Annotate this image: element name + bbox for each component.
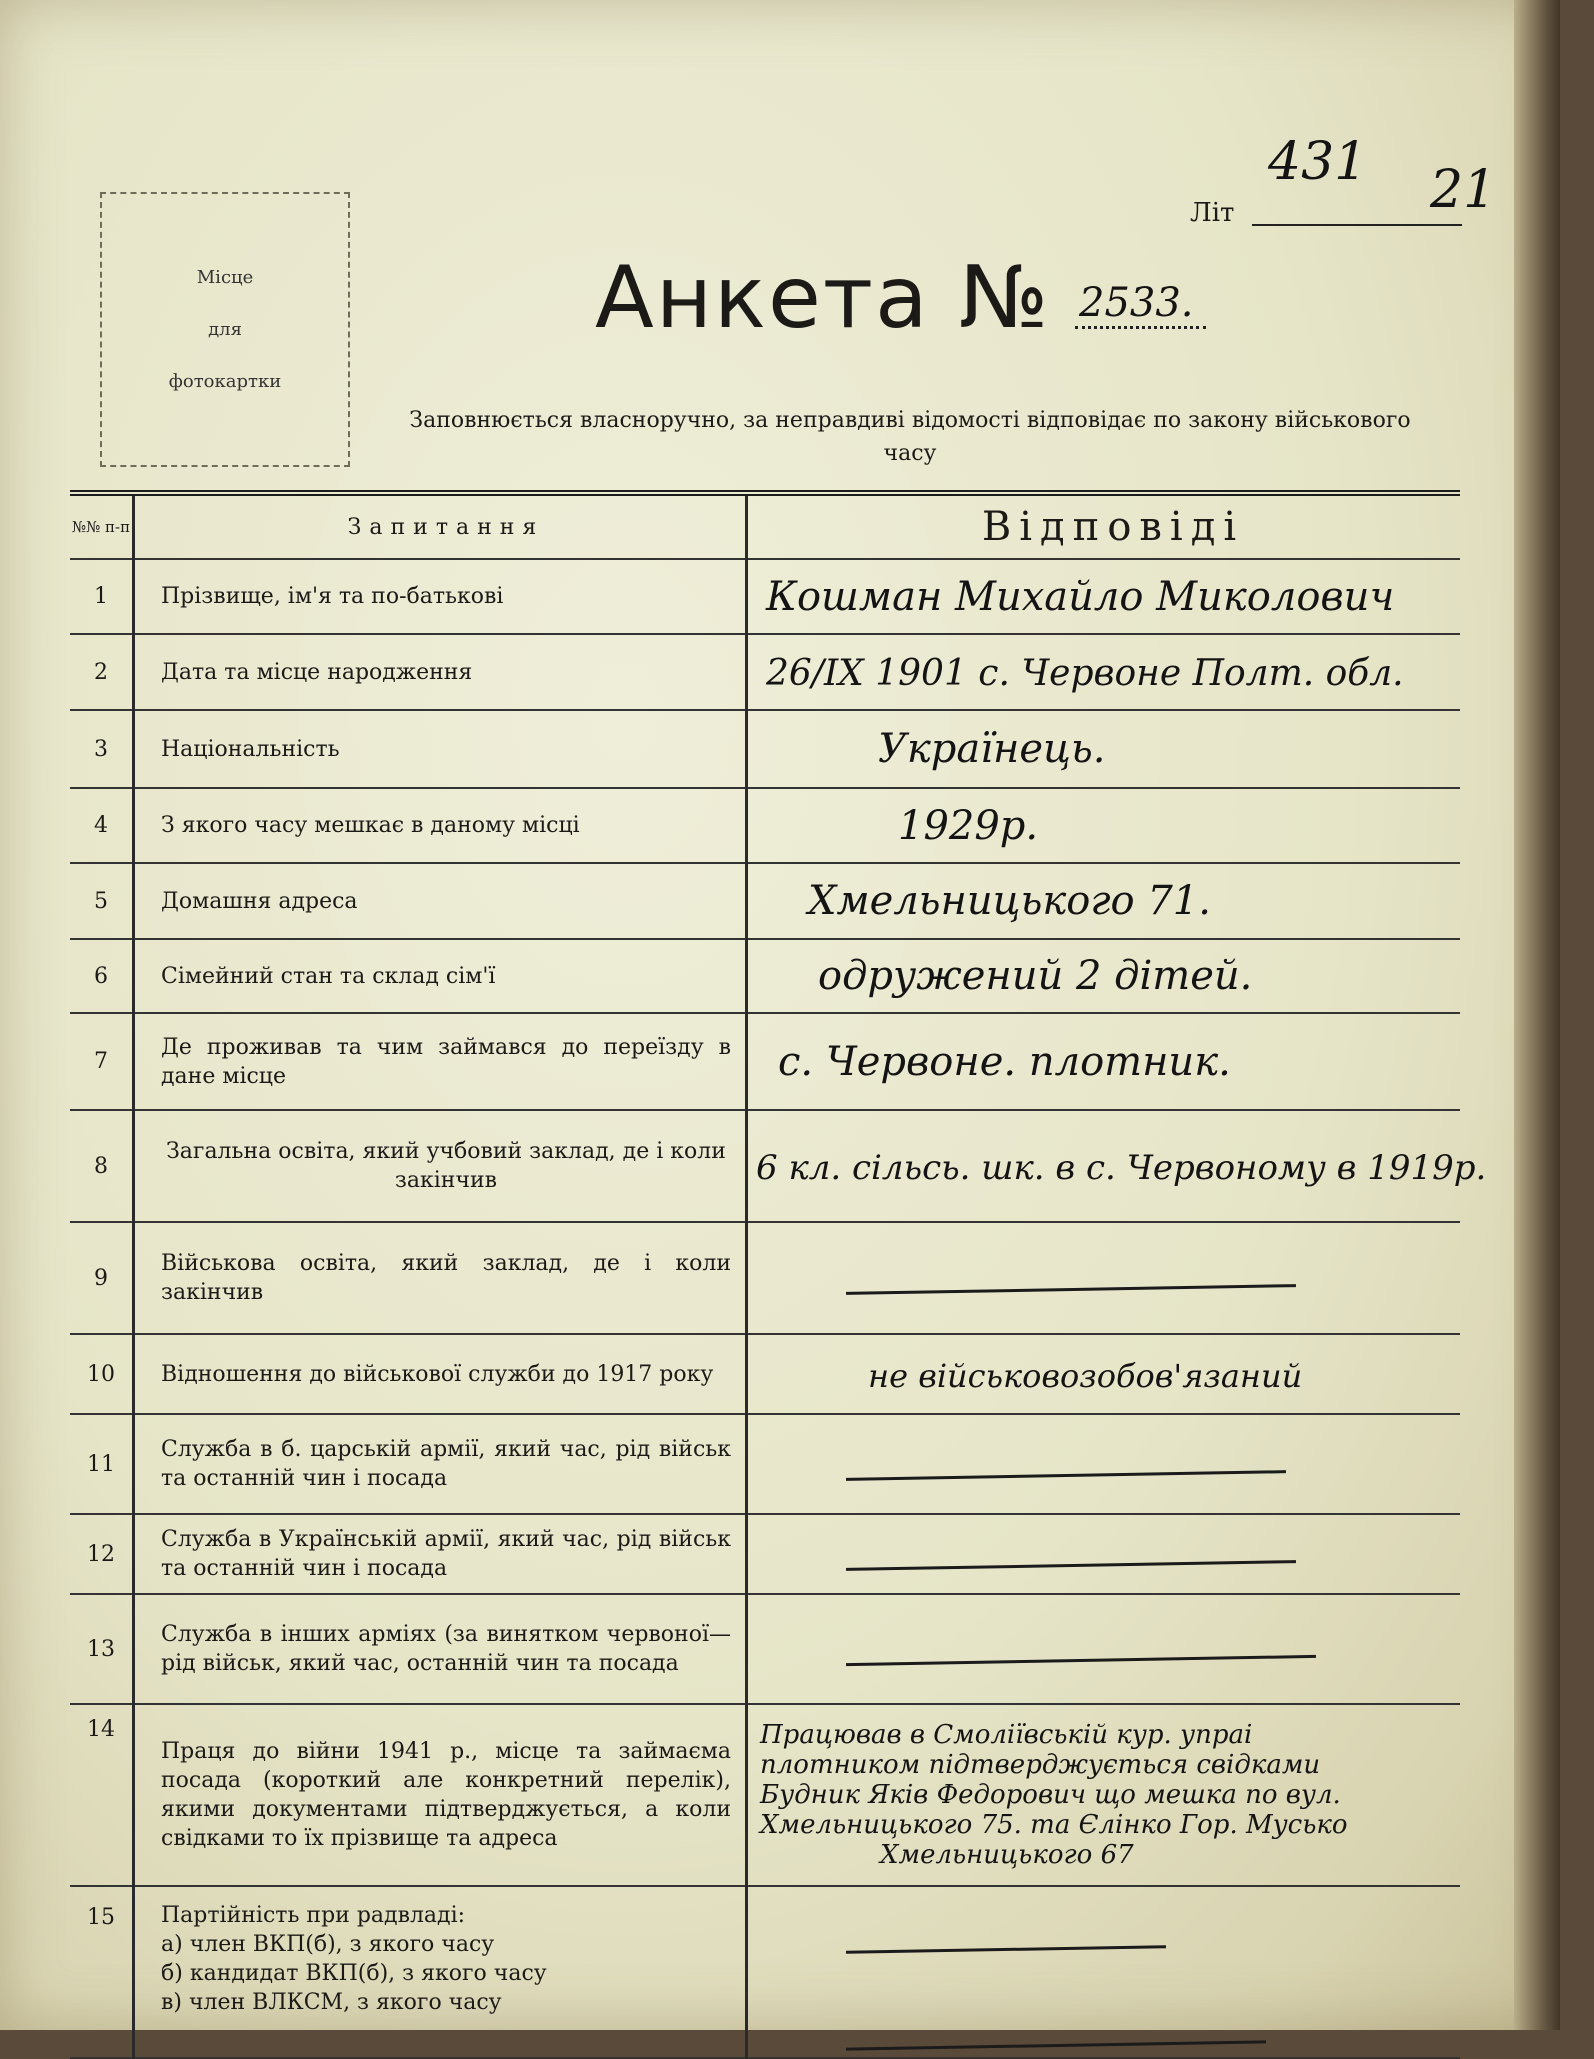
row-answer-dash xyxy=(846,1560,1296,1571)
q15-line2: а) член ВКП(б), з якого часу xyxy=(161,1932,495,1957)
row-num: 11 xyxy=(70,1414,134,1514)
table-row xyxy=(70,634,1460,710)
row-question: Служба в інших арміях (за винятком червоної—рід військ, який час, останній чин та посада xyxy=(134,1594,747,1704)
row-num: 9 xyxy=(70,1222,134,1334)
row-question: Домашня адреса xyxy=(134,863,747,939)
table-row xyxy=(70,1886,1460,2058)
form-number: 2533. xyxy=(1075,280,1206,329)
table-row xyxy=(70,1414,1460,1514)
photo-label-line1: Місце xyxy=(196,266,254,288)
row-answer-dash xyxy=(846,1284,1296,1295)
row-question: Національність xyxy=(134,710,747,788)
row-num: 3 xyxy=(70,710,134,788)
row-num: 1 xyxy=(70,559,134,634)
table-row xyxy=(70,1222,1460,1334)
row-question: Відношення до військової служби до 1917 року xyxy=(134,1334,747,1414)
row-num: 5 xyxy=(70,863,134,939)
answer-14-line3: Будник Яків Федорович що мешка по вул. xyxy=(760,1780,1341,1810)
form-subtitle: Заповнюється власноручно, за неправдиві відомості відповідає по закону військового часу xyxy=(409,408,1411,466)
row-question: Дата та місце народження xyxy=(134,634,747,710)
header-num: №№ п-п xyxy=(70,493,134,559)
table-row xyxy=(70,1514,1460,1594)
header-answer: Відповіді xyxy=(747,493,1461,559)
header-question: Запитання xyxy=(134,493,747,559)
lit-value-b: 21 xyxy=(1430,160,1497,220)
q15-line1: Партійність при радвладі: xyxy=(161,1903,466,1928)
row-num: 6 xyxy=(70,939,134,1013)
row-answer-14 xyxy=(747,1704,1461,1886)
row-question xyxy=(134,1886,747,2058)
row-answer: Хмельницького 71. xyxy=(808,878,1211,924)
table-row xyxy=(70,1013,1460,1110)
row-num: 13 xyxy=(70,1594,134,1704)
row-num: 4 xyxy=(70,788,134,863)
row-num: 15 xyxy=(70,1886,134,2058)
row-question: Служба в Українській армії, який час, рід військ та останній чин і посада xyxy=(134,1514,747,1594)
lit-label: Літ xyxy=(1190,198,1235,228)
row-answer-dash xyxy=(846,1945,1166,1954)
answer-14-line2: плотником підтверджується свідками xyxy=(760,1750,1321,1780)
row-answer-dash xyxy=(846,1655,1316,1666)
questionnaire-table xyxy=(70,490,1487,2059)
table-header xyxy=(70,493,1460,559)
row-question: Служба в б. царській армії, який час, рід військ та останній чин і посада xyxy=(134,1414,747,1514)
photo-placeholder xyxy=(100,192,350,467)
row-num: 8 xyxy=(70,1110,134,1222)
lit-underline xyxy=(1252,224,1462,226)
answer-14-line5: Хмельницького 67 xyxy=(880,1840,1134,1870)
row-question: Прізвище, ім'я та по-батькові xyxy=(134,559,747,634)
table-row xyxy=(70,710,1460,788)
row-num: 10 xyxy=(70,1334,134,1414)
row-question: Праця до війни 1941 р., місце та займаєма посада (короткий але конкретний перелік), якими документами підтверджується, а коли свідками то їх прізвище та адреса xyxy=(134,1704,747,1886)
row-answer: Українець. xyxy=(878,726,1106,772)
row-answer-dash xyxy=(846,1470,1286,1481)
table-row xyxy=(70,1704,1460,1886)
row-question: Сімейний стан та склад сім'ї xyxy=(134,939,747,1013)
photo-label-line2: для xyxy=(208,318,242,340)
row-num: 7 xyxy=(70,1013,134,1110)
row-answer: не військовозобов'язаний xyxy=(868,1357,1303,1395)
row-question: Де проживав та чим займався до переїзду в дане місце xyxy=(134,1013,747,1110)
table-row xyxy=(70,863,1460,939)
answer-14-line4: Хмельницького 75. та Єлінко Гор. Мусько xyxy=(760,1810,1348,1840)
row-question: Загальна освіта, який учбовий заклад, де і коли закінчив xyxy=(134,1110,747,1222)
lit-value-a: 431 xyxy=(1268,132,1368,192)
form-title: Анкета № xyxy=(595,248,1051,348)
row-answer: с. Червоне. плотник. xyxy=(778,1038,1231,1085)
row-answer-15 xyxy=(747,1886,1461,2058)
row-answer-dash xyxy=(846,2040,1266,2050)
row-num: 2 xyxy=(70,634,134,710)
row-num: 14 xyxy=(70,1704,134,1886)
answer-14-line1: Працював в Смоліївській кур. упраі xyxy=(760,1720,1253,1750)
photo-label-line3: фотокартки xyxy=(168,370,282,392)
row-answer: 26/IX 1901 с. Червоне Полт. обл. xyxy=(766,653,1404,694)
row-num: 12 xyxy=(70,1514,134,1594)
row-answer: 1929р. xyxy=(898,802,1039,849)
q15-line4: в) член ВЛКСМ, з якого часу xyxy=(161,1990,502,2015)
row-answer: 6 кл. сільсь. шк. в с. Червоному в 1919р. xyxy=(756,1148,1487,1188)
table-row xyxy=(70,939,1460,1013)
table-row xyxy=(70,1594,1460,1704)
page-edge xyxy=(1514,0,1560,2030)
row-answer: одружений 2 дітей. xyxy=(818,953,1253,999)
q15-line3: б) кандидат ВКП(б), з якого часу xyxy=(161,1961,547,1986)
table-row xyxy=(70,1110,1460,1222)
row-question: Військова освіта, який заклад, де і коли закінчив xyxy=(134,1222,747,1334)
row-answer: Кошман Михайло Миколович xyxy=(766,573,1395,620)
table-row xyxy=(70,559,1460,634)
table-row xyxy=(70,1334,1460,1414)
row-question: З якого часу мешкає в даному місці xyxy=(134,788,747,863)
table-row xyxy=(70,788,1460,863)
